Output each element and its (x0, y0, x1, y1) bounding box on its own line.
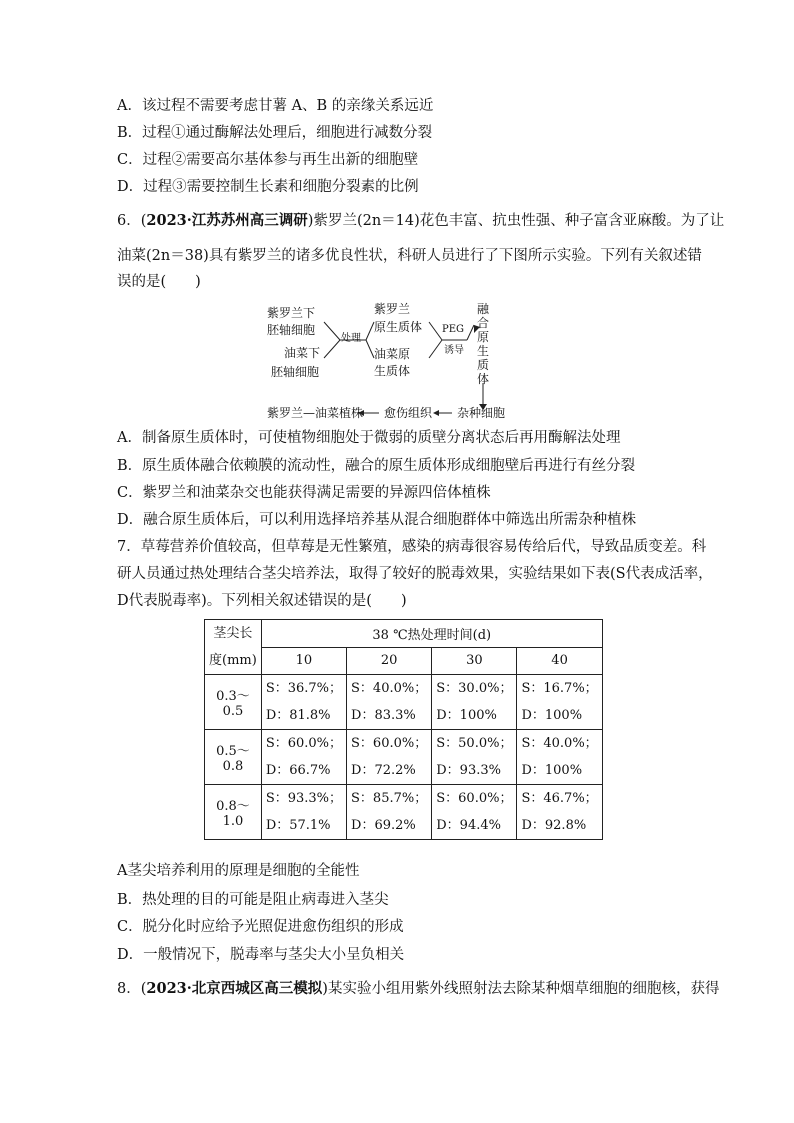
q6-stem-line1 (117, 211, 724, 231)
detox-rate: D：72.2% (351, 763, 416, 778)
table-row (205, 675, 603, 730)
q6-number: 6．( (117, 213, 147, 229)
table-row (205, 730, 603, 785)
survival-rate: S：93.3%； (265, 791, 343, 806)
data-cell (347, 730, 432, 785)
diagram-hybrid-plant: 紫罗兰—油菜植株 (267, 406, 364, 420)
length-cell: 0.5～0.8 (205, 730, 262, 785)
diagram-mid2-line2: 生质体 (374, 364, 411, 378)
detox-rate: D：100% (436, 708, 497, 723)
day-header: 40 (517, 647, 602, 675)
detox-rate: D：93.3% (436, 763, 501, 778)
diagram-step-process: 处理 (341, 333, 361, 344)
detox-rate: D：69.2% (351, 818, 416, 833)
survival-rate: S：50.0%； (436, 736, 513, 751)
row-header-line1: 茎尖长 (213, 626, 253, 641)
diagram-callus: 愈伤组织 (384, 406, 433, 420)
data-cell (517, 730, 602, 785)
q6-option-d: D．融合原生质体后，可以利用选择培养基从混合细胞群体中筛选出所需杂种植株 (117, 512, 637, 528)
survival-rate: S：46.7%； (521, 791, 598, 806)
data-cell (517, 785, 602, 840)
data-cell (261, 675, 346, 730)
q8-stem: )某实验小组用紫外线照射法去除某种烟草细胞的细胞核，获得 (322, 981, 720, 997)
q5-option-b: B．过程①通过酶解法处理后，细胞进行减数分裂 (117, 125, 433, 141)
table-days-row (205, 647, 603, 675)
diagram-hybrid-cell: 杂种细胞 (457, 406, 506, 420)
detox-rate: D：83.3% (351, 708, 416, 723)
q6-option-a: A．制备原生质体时，可使植物细胞处于微弱的质壁分离状态后再用酶解法处理 (117, 430, 621, 446)
q7-stem-line2: 研人员通过热处理结合茎尖培养法，取得了较好的脱毒效果，实验结果如下表(S代表成活率， (117, 566, 713, 582)
q5-option-a: A．该过程不需要考虑甘薯 A、B 的亲缘关系远近 (117, 98, 434, 114)
data-cell (261, 785, 346, 840)
q7-stem-line1: 7．草莓营养价值较高，但草莓是无性繁殖，感染的病毒很容易传给后代，导致品质变差。科 (117, 539, 707, 555)
day-header: 20 (347, 647, 432, 675)
data-cell (432, 675, 517, 730)
data-cell (432, 785, 517, 840)
diagram-peg-label: PEG (442, 324, 465, 335)
heat-treatment-table (204, 619, 603, 840)
data-cell (347, 675, 432, 730)
survival-rate: S：60.0%； (351, 736, 428, 751)
diagram-mid1-line1: 紫罗兰 (374, 302, 411, 316)
day-header: 30 (432, 647, 517, 675)
row-header-line2: 度(mm) (209, 653, 257, 668)
data-cell (261, 730, 346, 785)
survival-rate: S：40.0%； (521, 736, 598, 751)
data-cell (347, 785, 432, 840)
fusion-diagram (262, 300, 542, 425)
detox-rate: D：100% (521, 708, 583, 723)
day-header: 10 (261, 647, 346, 675)
length-cell: 0.3～0.5 (205, 675, 262, 730)
diagram-fused-protoplast: 融合原生质体 (476, 302, 489, 386)
q7-option-b: B．热处理的目的可能是阻止病毒进入茎尖 (117, 892, 389, 908)
q7-stem-line3: D代表脱毒率)。下列相关叙述错误的是( ) (117, 593, 407, 609)
q6-option-c: C．紫罗兰和油菜杂交也能获得满足需要的异源四倍体植株 (117, 485, 491, 501)
data-cell (432, 730, 517, 785)
survival-rate: S：36.7%； (265, 681, 343, 696)
q8-stem-line1 (117, 979, 719, 999)
detox-rate: D：100% (521, 763, 583, 778)
diagram-mid1-line2: 原生质体 (374, 320, 423, 334)
survival-rate: S：60.0%； (265, 736, 343, 751)
diagram-src2-line1: 油菜下 (284, 346, 321, 360)
q8-number: 8．( (117, 981, 147, 997)
q6-stem-a: )紫罗兰(2n＝14)花色丰富、抗虫性强、种子富含亚麻酸。为了让 (307, 213, 725, 229)
q8-source: 2023·北京西城区高三模拟 (146, 980, 323, 997)
detox-rate: D：92.8% (521, 818, 587, 833)
q6-stem-line3: 误的是( ) (117, 274, 201, 290)
survival-rate: S：60.0%； (436, 791, 513, 806)
q7-option-a: A茎尖培养利用的原理是细胞的全能性 (117, 863, 360, 879)
detox-rate: D：94.4% (436, 818, 501, 833)
diagram-mid2-line1: 油菜原 (374, 347, 411, 361)
q6-option-b: B．原生质体融合依赖膜的流动性，融合的原生质体形成细胞壁后再进行有丝分裂 (117, 458, 636, 474)
q5-option-c: C．过程②需要高尔基体参与再生出新的细胞壁 (117, 152, 419, 168)
q5-option-d: D．过程③需要控制生长素和细胞分裂素的比例 (117, 179, 419, 195)
table-row (205, 785, 603, 840)
diagram-induce-label: 诱导 (444, 345, 464, 356)
row-header-cell (205, 620, 262, 675)
group-header: 38 ℃热处理时间(d) (261, 620, 602, 648)
q6-stem-line2: 油菜(2n＝38)具有紫罗兰的诸多优良性状，科研人员进行了下图所示实验。下列有关叙述错 (117, 248, 702, 264)
survival-rate: S：85.7%； (351, 791, 428, 806)
table-header-row (205, 620, 603, 648)
q7-option-d: D．一般情况下，脱毒率与茎尖大小呈负相关 (117, 947, 405, 963)
detox-rate: D：66.7% (265, 763, 331, 778)
diagram-src1-line1: 紫罗兰下 (267, 306, 316, 320)
detox-rate: D：57.1% (265, 818, 331, 833)
survival-rate: S：40.0%； (351, 681, 428, 696)
q7-option-c: C．脱分化时应给予光照促进愈伤组织的形成 (117, 919, 404, 935)
detox-rate: D：81.8% (265, 708, 331, 723)
data-cell (517, 675, 602, 730)
q6-source: 2023·江苏苏州高三调研 (146, 212, 308, 229)
survival-rate: S：30.0%； (436, 681, 513, 696)
diagram-src2-line2: 胚轴细胞 (271, 365, 320, 379)
diagram-src1-line2: 胚轴细胞 (267, 323, 316, 337)
survival-rate: S：16.7%； (521, 681, 598, 696)
length-cell: 0.8～1.0 (205, 785, 262, 840)
